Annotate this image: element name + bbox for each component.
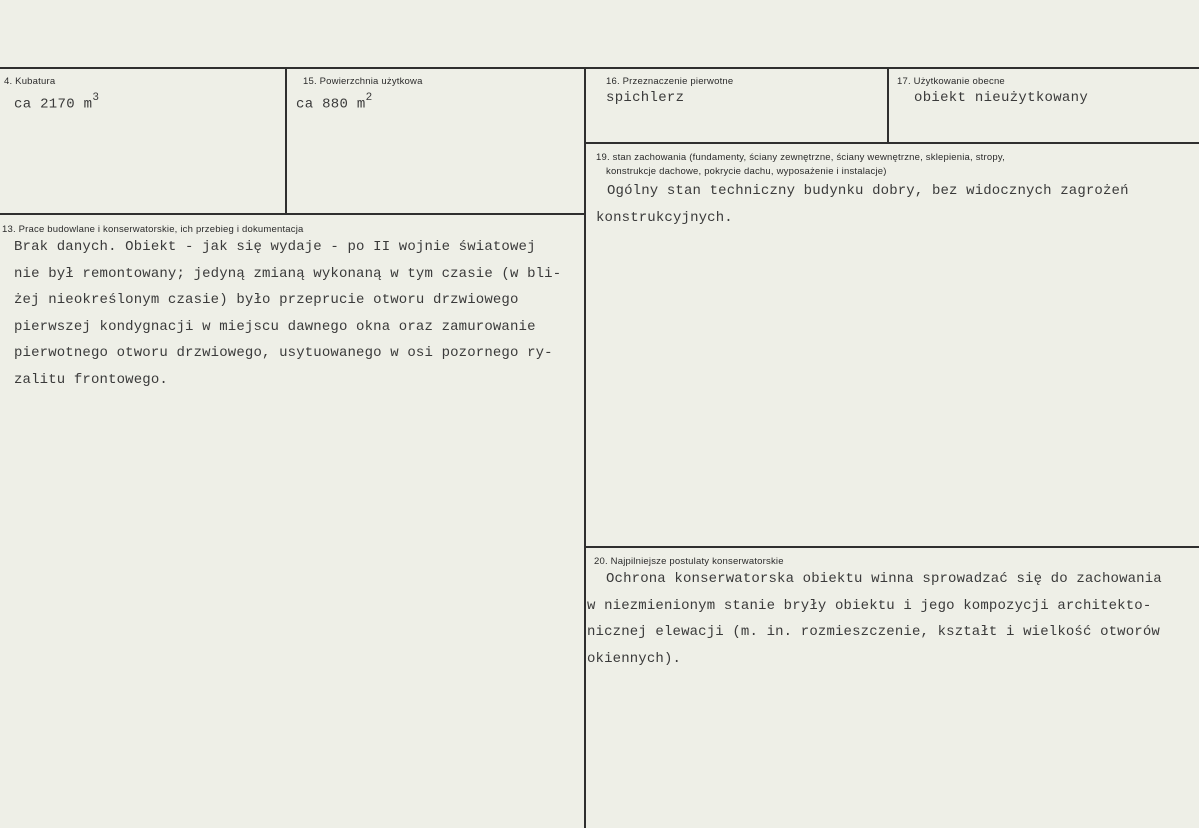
field-19-label-continuation: konstrukcje dachowe, pokrycie dachu, wyposażenie i instalacje) [606, 166, 887, 177]
horizontal-rule-right-lower [586, 546, 1199, 548]
field-14-label: 4. Kubatura [4, 76, 56, 87]
field-17-label: 17. Użytkowanie obecne [897, 76, 1005, 87]
horizontal-rule-right-upper [586, 142, 1199, 144]
field-15-label: 15. Powierzchnia użytkowa [303, 76, 423, 87]
field-20-text-line-content: Ochrona konserwatorska obiektu winna sprowadzać się do zachowania [606, 571, 1162, 587]
field-18-label: 13. Prace budowlane i konserwatorskie, ich przebieg i dokumentacja [2, 224, 304, 235]
field-16-label: 16. Przeznaczenie pierwotne [606, 76, 734, 87]
field-18-text-line: nie był remontowany; jedyną zmianą wykonaną w tym czasie (w bli- [14, 265, 562, 282]
field-15-value [296, 94, 373, 113]
field-19-text-line-content: Ogólny stan techniczny budynku dobry, bez widocznych zagrożeń [607, 183, 1129, 199]
field-18-text-line: pierwszej kondygnacji w miejscu dawnego okna oraz zamurowanie [14, 318, 536, 335]
field-18-text-line: zalitu frontowego. [14, 371, 168, 388]
field-20-text-line [587, 566, 1162, 593]
field-16-value: spichlerz [606, 90, 685, 106]
field-19-text-line: konstrukcyjnych. [596, 209, 733, 226]
vertical-divider-left [285, 69, 287, 214]
top-horizontal-rule [0, 67, 1199, 69]
field-19-text [596, 178, 1129, 231]
field-14-value-text: ca 2170 m [14, 96, 93, 113]
field-14-value [14, 94, 99, 113]
field-19-label: 19. stan zachowania (fundamenty, ściany zewnętrzne, ściany wewnętrzne, sklepienia, stropy, [596, 152, 1005, 163]
field-20-text-line: okiennych). [587, 650, 682, 667]
field-18-text-line: pierwotnego otworu drzwiowego, usytuowanego w osi pozornego ry- [14, 345, 553, 361]
field-20-text-line: nicznej elewacji (m. in. rozmieszczenie, kształt i wielkość otworów [587, 624, 1160, 640]
field-18-text-line: Brak danych. Obiekt - jak się wydaje - po II wojnie światowej [14, 239, 536, 255]
field-18-text [14, 234, 561, 393]
vertical-divider-right [887, 69, 889, 142]
field-19-text-line [596, 178, 1129, 205]
field-17-value: obiekt nieużytkowany [914, 90, 1089, 106]
field-20-label: 20. Najpilniejsze postulaty konserwatorskie [594, 556, 784, 567]
field-15-value-text: ca 880 m [296, 96, 366, 113]
field-18-text-line: żej nieokreślonym czasie) było przeprucie otworu drzwiowego [14, 292, 519, 308]
horizontal-rule-left-mid [0, 213, 586, 215]
field-20-text [587, 566, 1162, 672]
field-15-value-exponent: 2 [365, 92, 373, 104]
field-20-text-line: w niezmienionym stanie bryły obiektu i jego kompozycji architekto- [587, 597, 1152, 614]
vertical-divider-center [584, 69, 586, 828]
field-14-value-exponent: 3 [92, 92, 100, 104]
